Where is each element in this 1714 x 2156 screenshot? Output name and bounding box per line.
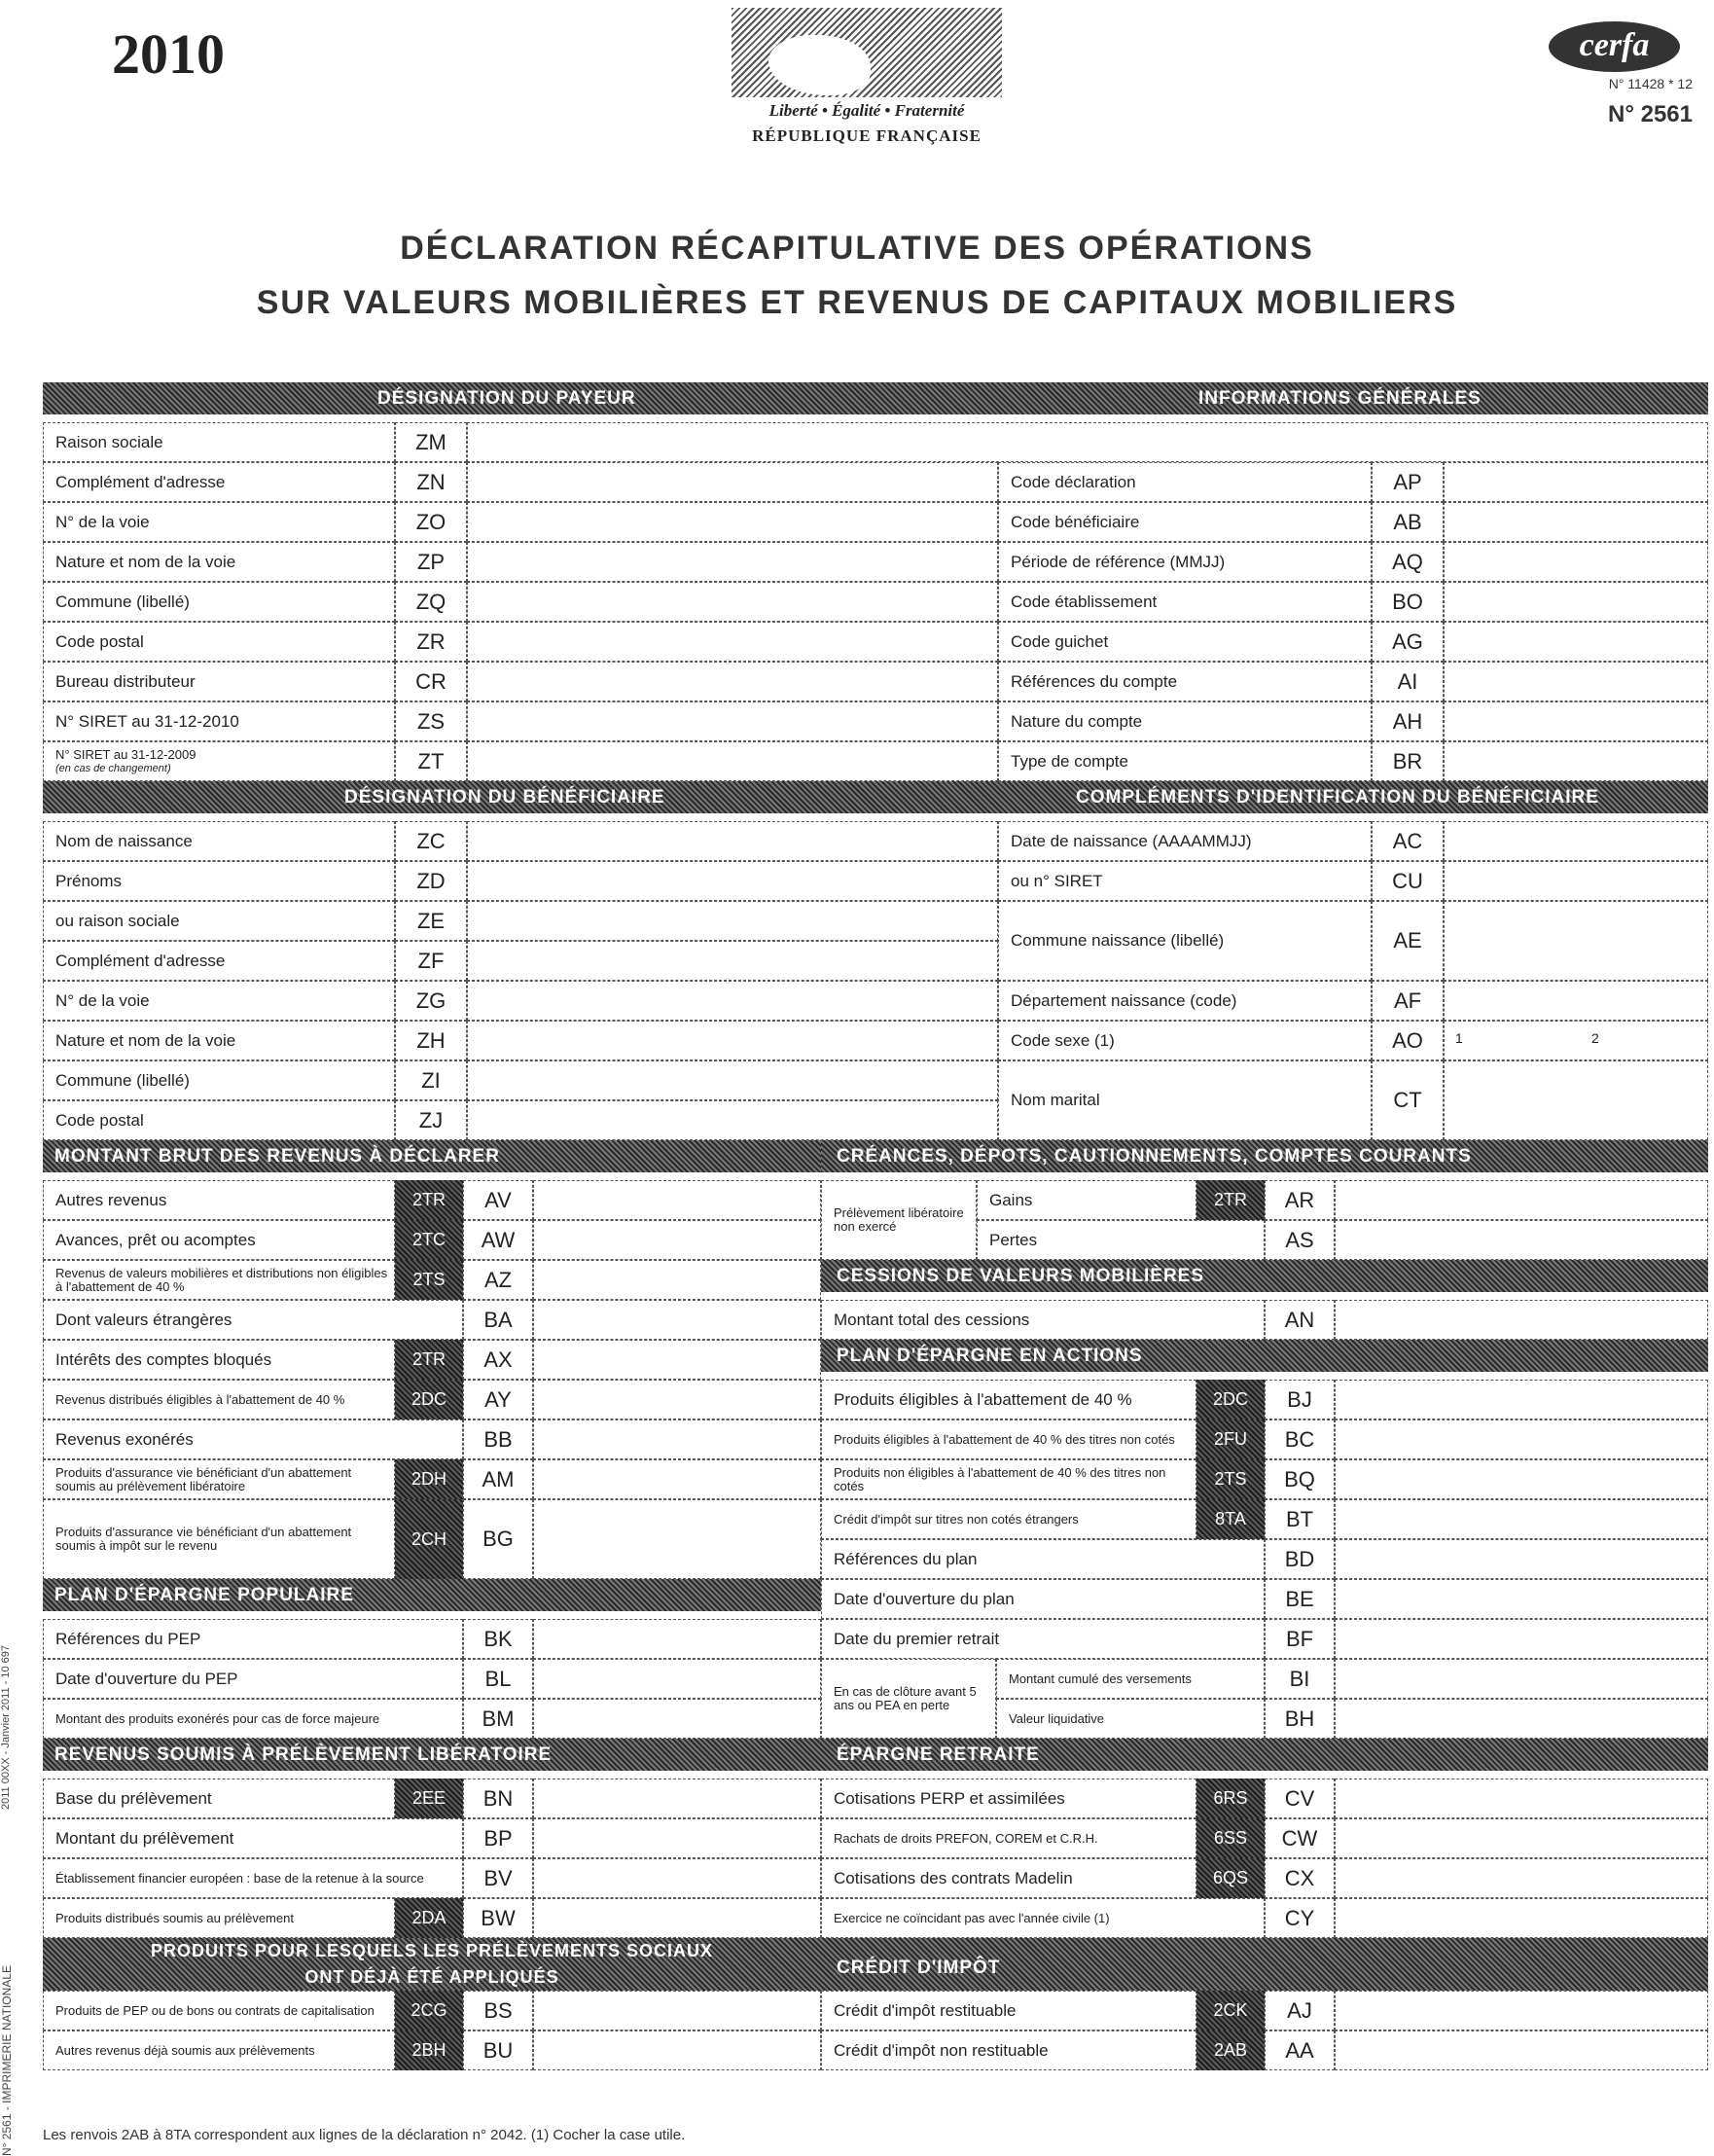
montant-label-az: Revenus de valeurs mobilières et distributions non éligibles à l'abattement de 40 % [43, 1260, 395, 1300]
benef-code-ze: ZE [395, 901, 467, 941]
compl-code-ct: CT [1372, 1060, 1444, 1140]
benef-field-zg[interactable] [467, 981, 998, 1021]
payeur-field-zp[interactable] [467, 542, 998, 582]
info-code-ap: AP [1372, 462, 1444, 502]
credit-field-aa[interactable] [1335, 2030, 1708, 2070]
pea-cloture-field2[interactable] [1335, 1699, 1708, 1739]
section-credit-header: CRÉDIT D'IMPÔT [837, 1958, 1001, 1978]
montant-box-bg: 2CH [395, 1499, 463, 1579]
pea-code-bf: BF [1265, 1619, 1335, 1659]
pep-label-bl: Date d'ouverture du PEP [43, 1659, 463, 1699]
retraite-box-cv: 6RS [1196, 1779, 1265, 1818]
form-title-line1: DÉCLARATION RÉCAPITULATIVE DES OPÉRATIONS [400, 230, 1314, 267]
info-code-br: BR [1372, 741, 1444, 781]
cerfa-logo: cerfa [1549, 21, 1680, 72]
benef-field-zi[interactable] [467, 1060, 998, 1100]
info-code-bo: BO [1372, 582, 1444, 622]
payeur-label-zt [43, 741, 395, 781]
payeur-field-zn[interactable] [467, 462, 998, 502]
benef-code-zg: ZG [395, 981, 467, 1021]
credit-field-aj[interactable] [1335, 1991, 1708, 2030]
credit-code-aa: AA [1265, 2030, 1335, 2070]
pea-label-bj: Produits éligibles à l'abattement de 40 % [821, 1380, 1196, 1419]
payeur-code-zq: ZQ [395, 582, 467, 622]
pea-field-bt[interactable] [1335, 1499, 1708, 1539]
pep-label-bk: Références du PEP [43, 1619, 463, 1659]
payeur-label-zm: Raison sociale [43, 422, 395, 462]
pea-cloture-code1: BI [1265, 1659, 1335, 1699]
info-label-ap: Code déclaration [998, 462, 1372, 502]
montant-field-ax[interactable] [533, 1340, 821, 1380]
section-info-header: INFORMATIONS GÉNÉRALES [1198, 388, 1482, 409]
montant-field-az[interactable] [533, 1260, 821, 1300]
pea-field-bc[interactable] [1335, 1419, 1708, 1459]
montant-field-ba[interactable] [533, 1300, 821, 1340]
info-code-aq: AQ [1372, 542, 1444, 582]
pea-cloture-field1[interactable] [1335, 1659, 1708, 1699]
retraite-code-cx: CX [1265, 1858, 1335, 1898]
montant-label-ba: Dont valeurs étrangères [43, 1300, 463, 1340]
produits-label-bu: Autres revenus déjà soumis aux prélèvements [43, 2030, 395, 2070]
payeur-code-zo: ZO [395, 502, 467, 542]
pea-cloture-code2: BH [1265, 1699, 1335, 1739]
pea-label-bt: Crédit d'impôt sur titres non cotés étrangers [821, 1499, 1196, 1539]
info-label-bo: Code établissement [998, 582, 1372, 622]
liberatoire-code-bw: BW [463, 1898, 533, 1938]
liberatoire-label-bw: Produits distribués soumis au prélèvement [43, 1898, 395, 1938]
info-label-ab: Code bénéficiaire [998, 502, 1372, 542]
creances-pertes-code: AS [1265, 1220, 1335, 1260]
pea-code-bj: BJ [1265, 1380, 1335, 1419]
info-code-ah: AH [1372, 701, 1444, 741]
payeur-field-zt[interactable] [467, 741, 998, 781]
retraite-field-cy[interactable] [1335, 1898, 1708, 1938]
compl-field-ac[interactable] [1444, 821, 1708, 861]
montant-field-am[interactable] [533, 1459, 821, 1499]
retraite-field-cv[interactable] [1335, 1779, 1708, 1818]
pea-label-be: Date d'ouverture du plan [821, 1579, 1265, 1619]
cessions-field[interactable] [1335, 1300, 1708, 1340]
payeur-field-zo[interactable] [467, 502, 998, 542]
compl-field-ct[interactable] [1444, 1060, 1708, 1140]
credit-box-aj: 2CK [1196, 1991, 1265, 2030]
payeur-label-zq: Commune (libellé) [43, 582, 395, 622]
info-field-ag[interactable] [1444, 622, 1708, 662]
pea-code-be: BE [1265, 1579, 1335, 1619]
montant-label-av: Autres revenus [43, 1180, 395, 1220]
pea-field-be[interactable] [1335, 1579, 1708, 1619]
montant-code-az: AZ [463, 1260, 533, 1300]
pea-code-bq: BQ [1265, 1459, 1335, 1499]
pea-cloture-label: En cas de clôture avant 5 ans ou PEA en perte [821, 1659, 996, 1739]
pep-field-bl[interactable] [533, 1659, 821, 1699]
payeur-code-zs: ZS [395, 701, 467, 741]
payeur-code-zm: ZM [395, 422, 467, 462]
info-field-br[interactable] [1444, 741, 1708, 781]
compl-label-ac: Date de naissance (AAAAMMJJ) [998, 821, 1372, 861]
side-printer: N° 2561 - IMPRIMERIE NATIONALE [0, 1965, 14, 2156]
creances-label: Prélèvement libératoire non exercé [821, 1180, 977, 1260]
compl-code-ao: AO [1372, 1021, 1444, 1060]
creances-gains-box: 2TR [1196, 1180, 1265, 1220]
section-complements-header: COMPLÉMENTS D'IDENTIFICATION DU BÉNÉFICIAIRE [1076, 787, 1599, 808]
compl-label-cu: ou n° SIRET [998, 861, 1372, 901]
section-cessions-header: CESSIONS DE VALEURS MOBILIÈRES [821, 1260, 1708, 1292]
retraite-label-cy: Exercice ne coïncidant pas avec l'année civile (1) [821, 1898, 1265, 1938]
montant-field-bb[interactable] [533, 1419, 821, 1459]
cerfa-number: N° 11428 * 12 [1608, 76, 1693, 91]
retraite-label-cx: Cotisations des contrats Madelin [821, 1858, 1196, 1898]
credit-code-aj: AJ [1265, 1991, 1335, 2030]
liberatoire-field-bn[interactable] [533, 1779, 821, 1818]
creances-gains-label: Gains [977, 1180, 1196, 1220]
montant-code-bb: BB [463, 1419, 533, 1459]
payeur-code-zp: ZP [395, 542, 467, 582]
info-field-ab[interactable] [1444, 502, 1708, 542]
payeur-label-zt-main: N° SIRET au 31-12-2009 [55, 746, 196, 762]
liberatoire-code-bp: BP [463, 1818, 533, 1858]
payeur-field-zs[interactable] [467, 701, 998, 741]
liberatoire-field-bp[interactable] [533, 1818, 821, 1858]
montant-label-ax: Intérêts des comptes bloqués [43, 1340, 395, 1380]
payeur-label-zt-sub: (en cas de changement) [55, 762, 171, 774]
info-field-ah[interactable] [1444, 701, 1708, 741]
montant-field-aw[interactable] [533, 1220, 821, 1260]
montant-label-bg: Produits d'assurance vie bénéficiant d'un abattement soumis à impôt sur le revenu [43, 1499, 395, 1579]
benef-label-ze: ou raison sociale [43, 901, 395, 941]
produits-label-bs: Produits de PEP ou de bons ou contrats de capitalisation [43, 1991, 395, 2030]
benef-code-zd: ZD [395, 861, 467, 901]
retraite-label-cw: Rachats de droits PREFON, COREM et C.R.H. [821, 1818, 1196, 1858]
info-label-br: Type de compte [998, 741, 1372, 781]
montant-label-aw: Avances, prêt ou acomptes [43, 1220, 395, 1260]
montant-box-ay: 2DC [395, 1380, 463, 1419]
info-field-bo[interactable] [1444, 582, 1708, 622]
info-label-ai: Références du compte [998, 662, 1372, 701]
pea-field-bj[interactable] [1335, 1380, 1708, 1419]
payeur-label-zr: Code postal [43, 622, 395, 662]
info-label-ag: Code guichet [998, 622, 1372, 662]
form-title-line2: SUR VALEURS MOBILIÈRES ET REVENUS DE CAPITAUX MOBILIERS [256, 284, 1458, 321]
montant-code-av: AV [463, 1180, 533, 1220]
compl-label-ae: Commune naissance (libellé) [998, 901, 1372, 981]
credit-label-aj: Crédit d'impôt restituable [821, 1991, 1196, 2030]
compl-label-ao: Code sexe (1) [998, 1021, 1372, 1060]
benef-code-zc: ZC [395, 821, 467, 861]
produits-field-bs[interactable] [533, 1991, 821, 2030]
compl-field-ae[interactable] [1444, 901, 1708, 981]
montant-box-ax: 2TR [395, 1340, 463, 1380]
payeur-label-zn: Complément d'adresse [43, 462, 395, 502]
info-code-ab: AB [1372, 502, 1444, 542]
section-pea-header: PLAN D'ÉPARGNE EN ACTIONS [821, 1340, 1708, 1372]
produits-box-bu: 2BH [395, 2030, 463, 2070]
pea-label-bc: Produits éligibles à l'abattement de 40 % des titres non cotés [821, 1419, 1196, 1459]
payeur-field-zq[interactable] [467, 582, 998, 622]
pea-field-bq[interactable] [1335, 1459, 1708, 1499]
sexe-option-1[interactable]: 1 [1455, 1030, 1463, 1046]
liberatoire-field-bv[interactable] [533, 1858, 821, 1898]
pea-box-bq: 2TS [1196, 1459, 1265, 1499]
form-year: 2010 [112, 22, 225, 86]
produits-box-bs: 2CG [395, 1991, 463, 2030]
compl-field-ao[interactable] [1444, 1021, 1708, 1060]
produits-code-bu: BU [463, 2030, 533, 2070]
creances-pertes-label: Pertes [977, 1220, 1265, 1260]
payeur-field-cr[interactable] [467, 662, 998, 701]
pea-cloture-sub2: Valeur liquidative [996, 1699, 1265, 1739]
benef-field-zj[interactable] [467, 1100, 998, 1140]
pea-box-bj: 2DC [1196, 1380, 1265, 1419]
montant-field-ay[interactable] [533, 1380, 821, 1419]
pea-cloture-sub1: Montant cumulé des versements [996, 1659, 1265, 1699]
info-field-aq[interactable] [1444, 542, 1708, 582]
montant-code-am: AM [463, 1459, 533, 1499]
section-liberatoire-header: REVENUS SOUMIS À PRÉLÈVEMENT LIBÉRATOIRE [43, 1739, 1708, 1771]
pep-label-bm: Montant des produits exonérés pour cas de force majeure [43, 1699, 463, 1739]
pea-box-bc: 2FU [1196, 1419, 1265, 1459]
benef-code-zh: ZH [395, 1021, 467, 1060]
info-field-ap[interactable] [1444, 462, 1708, 502]
liberatoire-box-bw: 2DA [395, 1898, 463, 1938]
pea-label-bd: Références du plan [821, 1539, 1265, 1579]
info-code-ai: AI [1372, 662, 1444, 701]
liberatoire-field-bw[interactable] [533, 1898, 821, 1938]
pea-code-bd: BD [1265, 1539, 1335, 1579]
retraite-code-cv: CV [1265, 1779, 1335, 1818]
benef-field-zd[interactable] [467, 861, 998, 901]
montant-label-ay: Revenus distribués éligibles à l'abattement de 40 % [43, 1380, 395, 1419]
pep-code-bk: BK [463, 1619, 533, 1659]
benef-label-zi: Commune (libellé) [43, 1060, 395, 1100]
republic-motto: Liberté • Égalité • Fraternité [768, 101, 965, 120]
payeur-code-zn: ZN [395, 462, 467, 502]
cessions-code: AN [1265, 1300, 1335, 1340]
section-produits-header-line2: ONT DÉJÀ ÉTÉ APPLIQUÉS [304, 1967, 559, 1987]
payeur-label-zo: N° de la voie [43, 502, 395, 542]
compl-code-ac: AC [1372, 821, 1444, 861]
liberatoire-box-bn: 2EE [395, 1779, 463, 1818]
section-pep-header: PLAN D'ÉPARGNE POPULAIRE [43, 1579, 821, 1611]
benef-label-zf: Complément d'adresse [43, 941, 395, 981]
pep-code-bm: BM [463, 1699, 533, 1739]
benef-field-zf[interactable] [467, 941, 998, 981]
benef-code-zi: ZI [395, 1060, 467, 1100]
payeur-field-zr[interactable] [467, 622, 998, 662]
pea-field-bd[interactable] [1335, 1539, 1708, 1579]
montant-code-ax: AX [463, 1340, 533, 1380]
sexe-option-2[interactable]: 2 [1591, 1030, 1599, 1046]
republic-name: RÉPUBLIQUE FRANÇAISE [752, 126, 982, 145]
cessions-label: Montant total des cessions [821, 1300, 1265, 1340]
credit-label-aa: Crédit d'impôt non restituable [821, 2030, 1196, 2070]
retraite-box-cw: 6SS [1196, 1818, 1265, 1858]
section-creances-header: CRÉANCES, DÉPOTS, CAUTIONNEMENTS, COMPTES COURANTS [821, 1140, 1708, 1172]
compl-field-cu[interactable] [1444, 861, 1708, 901]
benef-label-zj: Code postal [43, 1100, 395, 1140]
side-reference: 2011 00XX - Janvier 2011 - 10 697 [0, 1645, 12, 1810]
pep-field-bk[interactable] [533, 1619, 821, 1659]
montant-box-aw: 2TC [395, 1220, 463, 1260]
payeur-label-zs: N° SIRET au 31-12-2010 [43, 701, 395, 741]
section-payeur-header: DÉSIGNATION DU PAYEUR [43, 382, 1708, 414]
benef-code-zj: ZJ [395, 1100, 467, 1140]
benef-code-zf: ZF [395, 941, 467, 981]
retraite-field-cx[interactable] [1335, 1858, 1708, 1898]
montant-field-av[interactable] [533, 1180, 821, 1220]
creances-pertes-field[interactable] [1335, 1220, 1708, 1260]
form-number: N° 2561 [1608, 101, 1693, 127]
benef-label-zd: Prénoms [43, 861, 395, 901]
retraite-code-cy: CY [1265, 1898, 1335, 1938]
montant-field-bg[interactable] [533, 1499, 821, 1579]
retraite-label-cv: Cotisations PERP et assimilées [821, 1779, 1196, 1818]
compl-field-af[interactable] [1444, 981, 1708, 1021]
benef-field-zh[interactable] [467, 1021, 998, 1060]
section-beneficiaire-header: DÉSIGNATION DU BÉNÉFICIAIRE [43, 781, 1708, 813]
info-field-ai[interactable] [1444, 662, 1708, 701]
info-code-ag: AG [1372, 622, 1444, 662]
benef-label-zc: Nom de naissance [43, 821, 395, 861]
pep-code-bl: BL [463, 1659, 533, 1699]
benef-label-zg: N° de la voie [43, 981, 395, 1021]
info-label-ah: Nature du compte [998, 701, 1372, 741]
retraite-field-cw[interactable] [1335, 1818, 1708, 1858]
montant-box-az: 2TS [395, 1260, 463, 1300]
benef-field-ze[interactable] [467, 901, 998, 941]
pea-label-bf: Date du premier retrait [821, 1619, 1265, 1659]
montant-code-aw: AW [463, 1220, 533, 1260]
pea-field-bf[interactable] [1335, 1619, 1708, 1659]
liberatoire-code-bn: BN [463, 1779, 533, 1818]
pea-label-bq: Produits non éligibles à l'abattement de 40 % des titres non cotés [821, 1459, 1196, 1499]
creances-gains-field[interactable] [1335, 1180, 1708, 1220]
liberatoire-label-bp: Montant du prélèvement [43, 1818, 463, 1858]
montant-code-ba: BA [463, 1300, 533, 1340]
montant-code-bg: BG [463, 1499, 533, 1579]
pea-box-bt: 8TA [1196, 1499, 1265, 1539]
compl-code-cu: CU [1372, 861, 1444, 901]
payeur-code-cr: CR [395, 662, 467, 701]
liberatoire-label-bv: Établissement financier européen : base de la retenue à la source [43, 1858, 463, 1898]
section-montant-header: MONTANT BRUT DES REVENUS À DÉCLARER [43, 1140, 821, 1172]
creances-gains-code: AR [1265, 1180, 1335, 1220]
retraite-code-cw: CW [1265, 1818, 1335, 1858]
montant-box-am: 2DH [395, 1459, 463, 1499]
liberatoire-label-bn: Base du prélèvement [43, 1779, 395, 1818]
payeur-label-cr: Bureau distributeur [43, 662, 395, 701]
section-retraite-header: ÉPARGNE RETRAITE [837, 1744, 1040, 1765]
retraite-box-cx: 6QS [1196, 1858, 1265, 1898]
montant-label-bb: Revenus exonérés [43, 1419, 463, 1459]
compl-label-ct: Nom marital [998, 1060, 1372, 1140]
produits-field-bu[interactable] [533, 2030, 821, 2070]
pea-code-bt: BT [1265, 1499, 1335, 1539]
liberatoire-code-bv: BV [463, 1858, 533, 1898]
section-produits-header-line1: PRODUITS POUR LESQUELS LES PRÉLÈVEMENTS SOCIAUX [150, 1941, 714, 1960]
montant-code-ay: AY [463, 1380, 533, 1419]
payeur-code-zt: ZT [395, 741, 467, 781]
compl-code-af: AF [1372, 981, 1444, 1021]
payeur-field-zm[interactable] [467, 422, 1708, 462]
info-label-aq: Période de référence (MMJJ) [998, 542, 1372, 582]
compl-label-af: Département naissance (code) [998, 981, 1372, 1021]
montant-label-am: Produits d'assurance vie bénéficiant d'un abattement soumis au prélèvement libératoire [43, 1459, 395, 1499]
credit-box-aa: 2AB [1196, 2030, 1265, 2070]
produits-code-bs: BS [463, 1991, 533, 2030]
payeur-label-zp: Nature et nom de la voie [43, 542, 395, 582]
pep-field-bm[interactable] [533, 1699, 821, 1739]
pea-code-bc: BC [1265, 1419, 1335, 1459]
payeur-code-zr: ZR [395, 622, 467, 662]
compl-code-ae: AE [1372, 901, 1444, 981]
footnote: Les renvois 2AB à 8TA correspondent aux lignes de la déclaration n° 2042. (1) Cocher la case utile. [43, 2127, 686, 2143]
montant-box-av: 2TR [395, 1180, 463, 1220]
benef-field-zc[interactable] [467, 821, 998, 861]
benef-label-zh: Nature et nom de la voie [43, 1021, 395, 1060]
